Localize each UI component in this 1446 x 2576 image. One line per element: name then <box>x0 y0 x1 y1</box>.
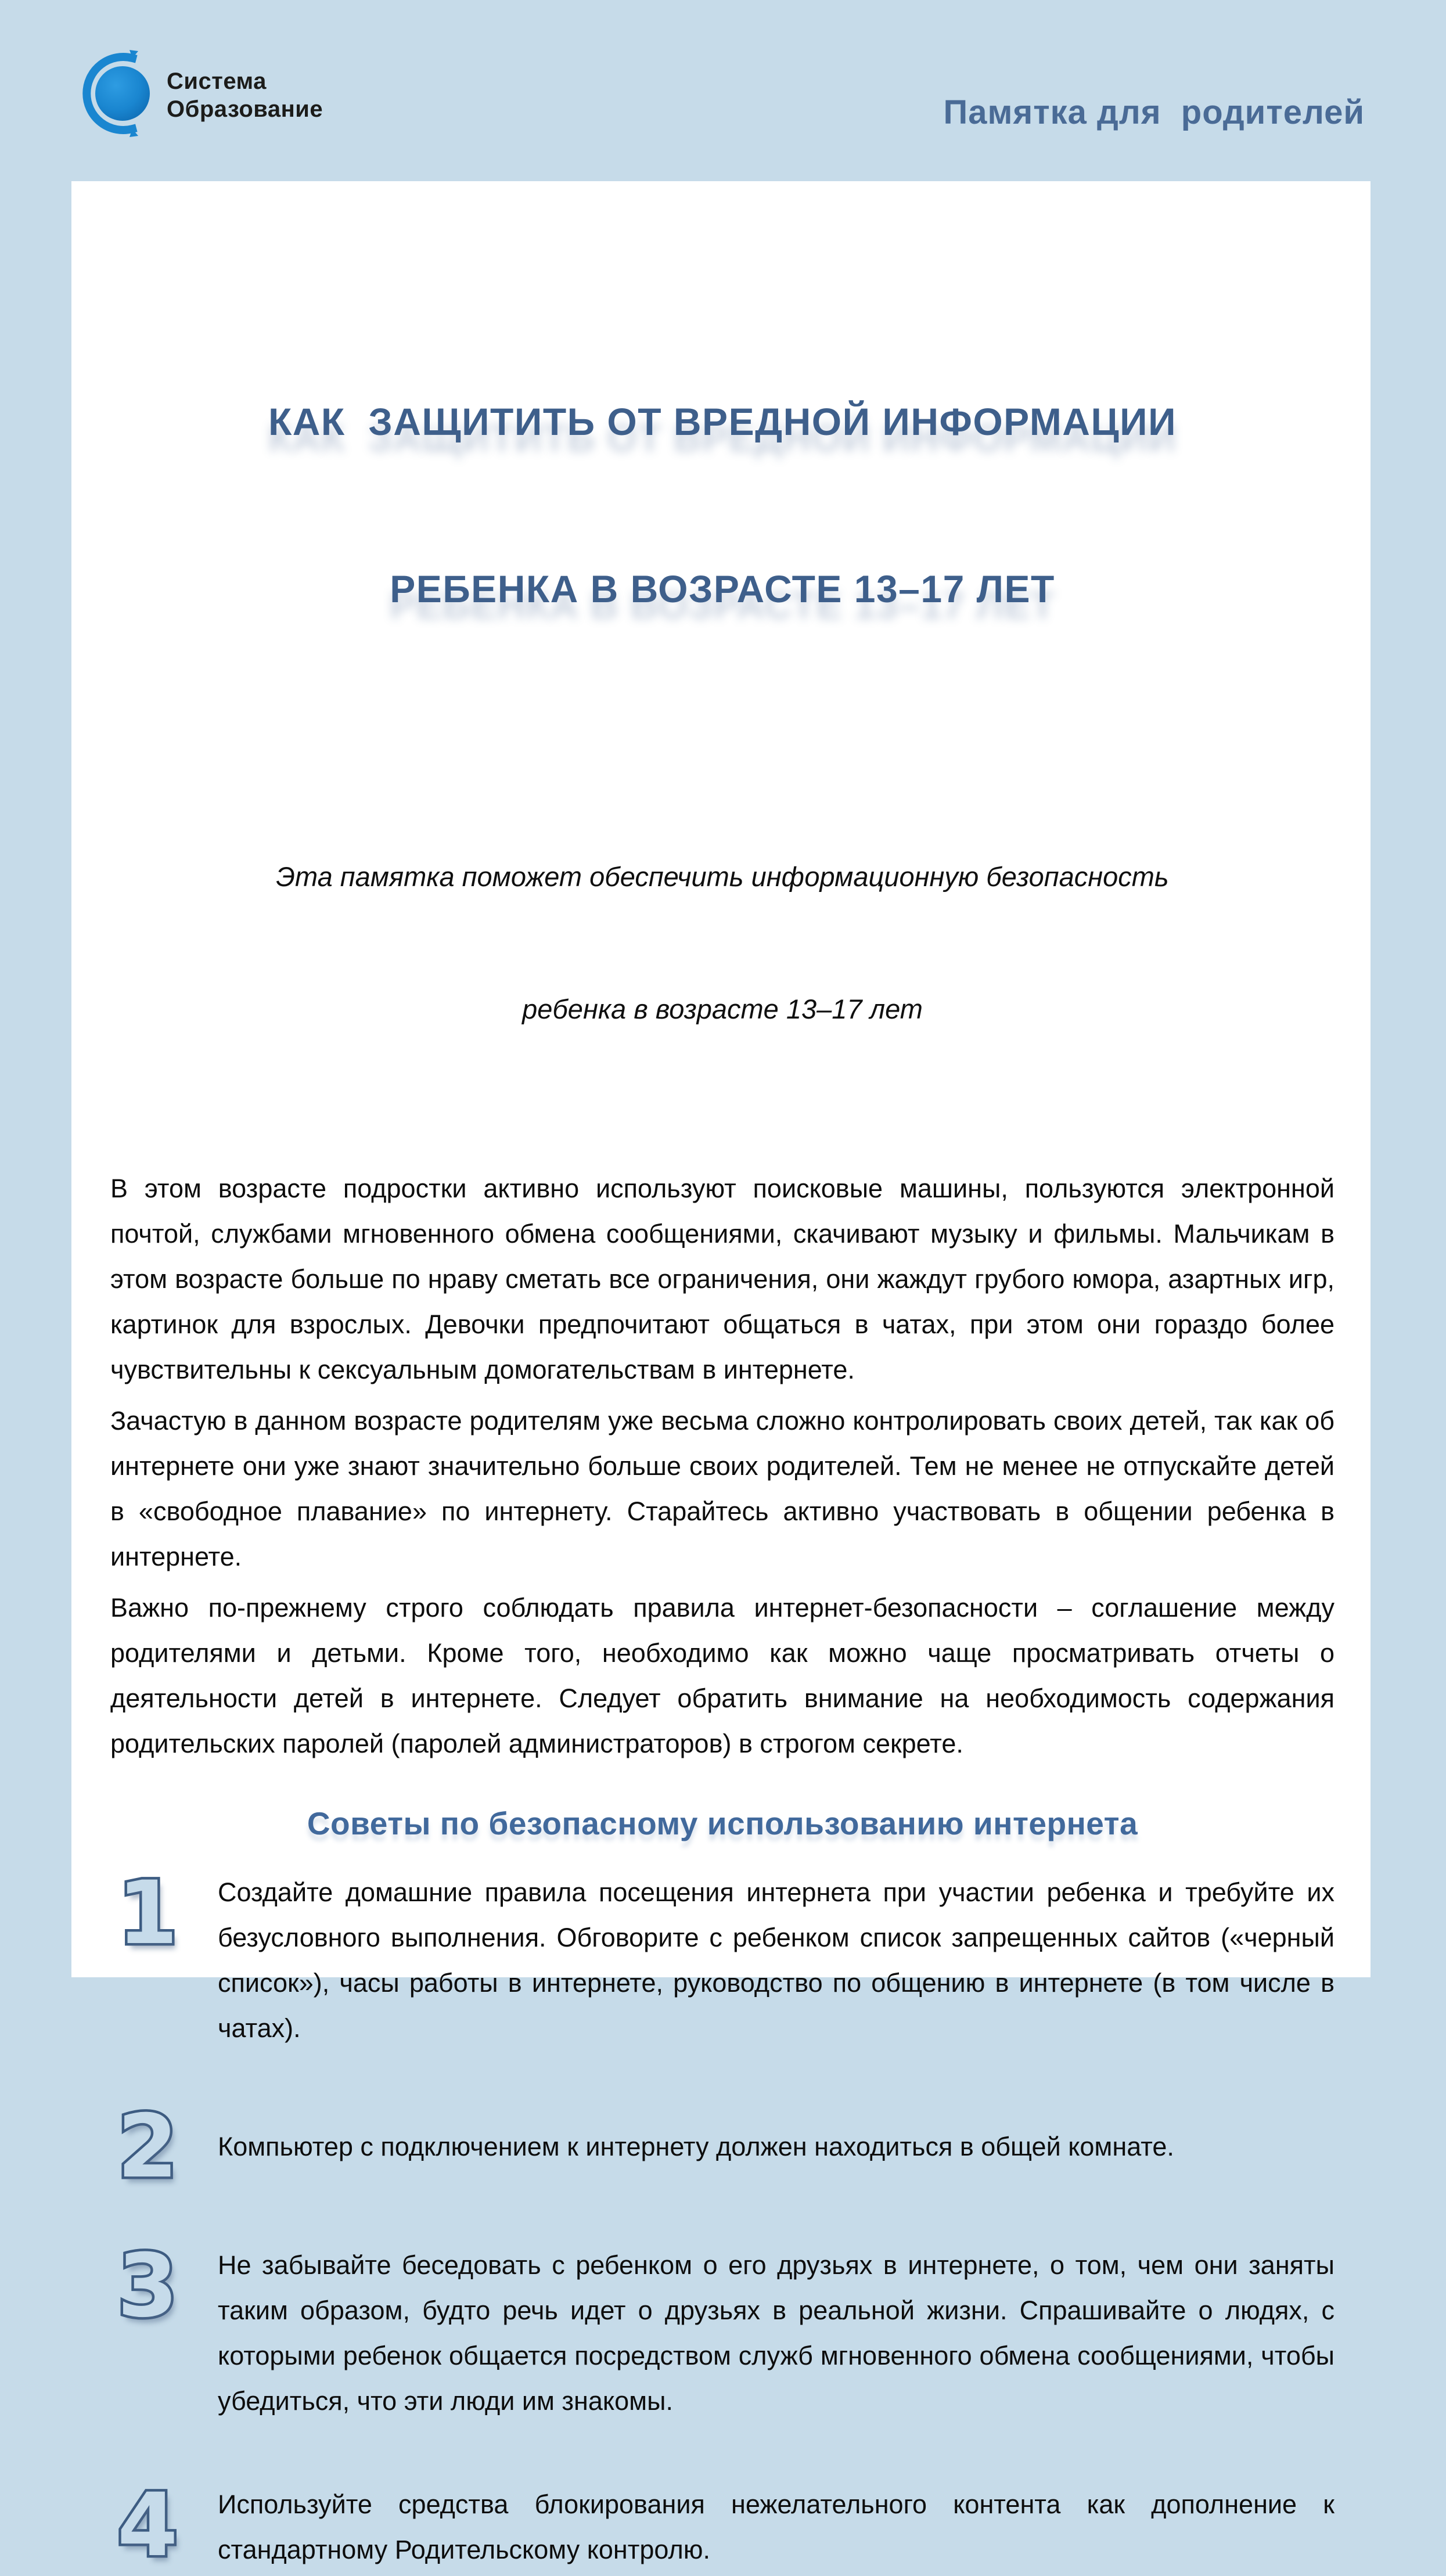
tip-number-badge <box>110 2475 218 2576</box>
tip-text: Не забывайте беседовать с ребенком о его друзьях в интернете, о том, чем они заняты таким образом, будто речь идет о друзьях в реальной жизни. Спрашивайте о людях, с которыми ребенок общается посредством служб мгновенного обмена сообщениями, чтобы убедиться, что эти люди им знакомы. <box>218 2250 1335 2416</box>
page-header <box>78 46 1365 143</box>
intro-text <box>110 1166 1335 1766</box>
paragraph: Зачастую в данном возрасте родителям уже весьма сложно контролировать своих детей, так как об интернете они уже знают значительно больше своих родителей. Тем не менее не отпускайте детей в «свободное плавание» по интернету. Старайтесь активно участвовать в общении ребенка в интернете. <box>110 1406 1335 1572</box>
list-item <box>110 2096 1335 2198</box>
globe-icon <box>78 46 155 143</box>
tip-number-badge <box>110 2236 218 2337</box>
logo-line2: Образование <box>167 96 323 122</box>
subtitle-line-1: Эта памятка поможет обеспечить информационную безопасность <box>276 861 1169 893</box>
list-item <box>110 1863 1335 2051</box>
tips-list <box>110 1863 1335 2576</box>
tip-number: 3 <box>117 2236 178 2337</box>
tip-number: 1 <box>117 1863 178 1965</box>
tips-heading: Советы по безопасному использованию интернета <box>307 1805 1138 1842</box>
tip-text: Используйте средства блокирования нежелательного контента как дополнение к стандартному Родительскому контролю. <box>218 2489 1335 2565</box>
tip-number: 2 <box>117 2096 178 2198</box>
page-subtitle <box>110 767 1335 1120</box>
list-item <box>110 2236 1335 2424</box>
list-item <box>110 2475 1335 2576</box>
subtitle-line-2: ребенка в возрасте 13–17 лет <box>522 994 923 1025</box>
tip-number-badge <box>110 2096 218 2198</box>
page-title <box>110 282 1335 728</box>
title-line-1: КАК ЗАЩИТИТЬ ОТ ВРЕДНОЙ ИНФОРМАЦИИ <box>268 400 1177 444</box>
logo-line1: Система <box>167 68 267 94</box>
paragraph: Важно по-прежнему строго соблюдать правила интернет-безопасности – соглашение между родителями и детьми. Кроме того, необходимо как можно чаще просматривать отчеты о деятельности детей в интернете. Следует обратить внимание на необходимость содержания родительских паролей (паролей администраторов) в строгом секрете. <box>110 1593 1335 1759</box>
logo-text <box>167 67 323 123</box>
tip-number-badge <box>110 1863 218 1965</box>
title-line-2: РЕБЕНКА В ВОЗРАСТЕ 13–17 ЛЕТ <box>390 567 1055 611</box>
tip-number: 4 <box>117 2475 178 2576</box>
tip-text: Создайте домашние правила посещения интернета при участии ребенка и требуйте их безусловного выполнения. Обговорите с ребенком список запрещенных сайтов («черный список»), часы работы в интернете, руководство по общению в интернете (в том числе в чатах). <box>218 1877 1335 2043</box>
content-card <box>71 181 1371 2576</box>
logo <box>78 46 323 143</box>
paragraph: В этом возрасте подростки активно используют поисковые машины, пользуются электронной почтой, службами мгновенного обмена сообщениями, скачивают музыку и фильмы. Мальчикам в этом возрасте больше по нраву сметать все ограничения, они жаждут грубого юмора, азартных игр, картинок для взрослых. Девочки предпочитают общаться в чатах, при этом они гораздо более чувствительны к сексуальным домогательствам в интернете. <box>110 1174 1335 1385</box>
header-right-label: Памятка для родителей <box>943 93 1365 131</box>
tip-text: Компьютер с подключением к интернету должен находиться в общей комнате. <box>218 2132 1174 2162</box>
